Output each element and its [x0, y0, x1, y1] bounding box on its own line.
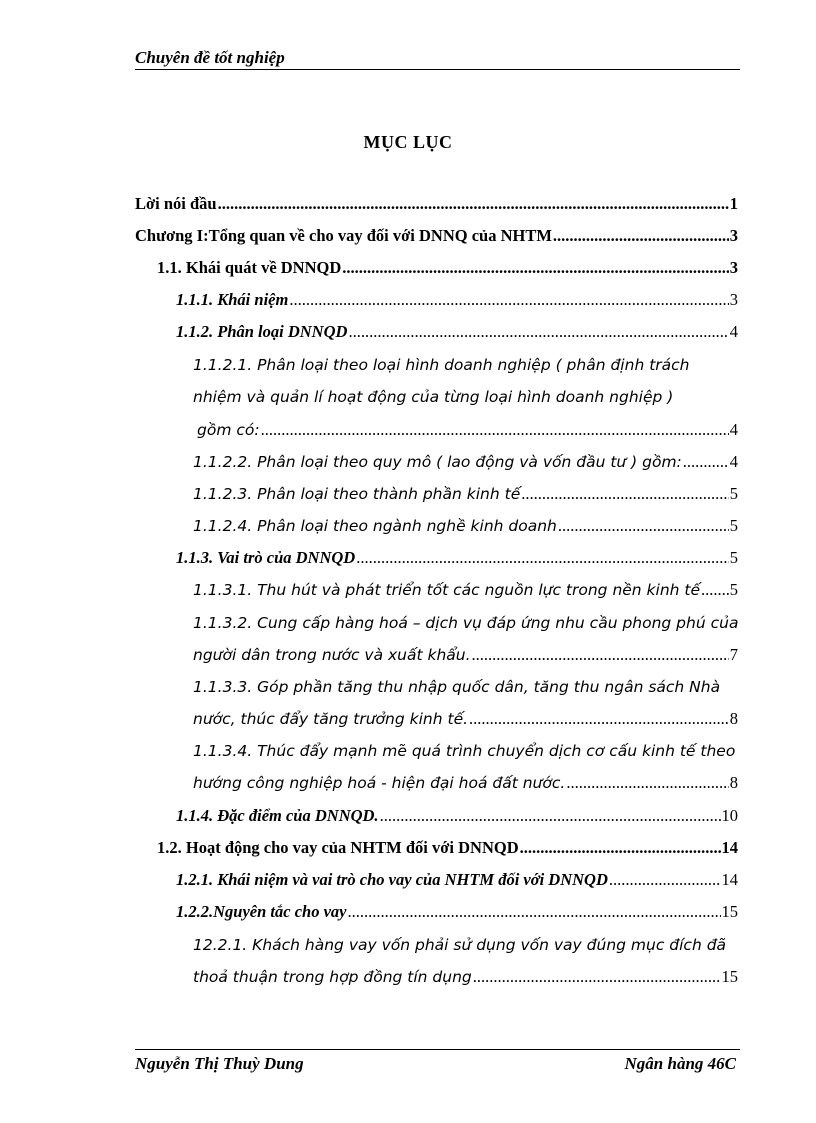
toc-label: 1.1.3.1. Thu hút và phát triển tốt các nguồn lực trong nền kinh tế — [193, 581, 701, 599]
toc-page-number: 4 — [729, 322, 738, 341]
toc-entry-1-1-3-3[interactable] — [193, 709, 738, 731]
toc-leader-dots — [553, 226, 729, 246]
toc-leader-dots — [380, 806, 721, 826]
toc-label: thoả thuận trong hợp đồng tín dụng — [193, 968, 472, 986]
page-header: Chuyên đề tốt nghiệp — [135, 48, 740, 70]
toc-label: người dân trong nước và xuất khẩu. — [193, 646, 471, 664]
toc-leader-dots — [701, 580, 729, 600]
toc-entry-1-1-2[interactable] — [176, 322, 738, 344]
toc-page-number: 5 — [729, 548, 738, 567]
toc-page-number: 3 — [729, 290, 738, 309]
toc-label: nước, thúc đẩy tăng trưởng kinh tế. — [193, 710, 469, 728]
toc-label: Chương I:Tổng quan về cho vay đối với DNNQ của NHTM — [135, 226, 552, 245]
toc-leader-dots — [520, 838, 721, 858]
toc-page-number: 1 — [729, 194, 738, 213]
toc-page-number: 5 — [729, 516, 738, 535]
toc-entry-1-2-2[interactable] — [176, 902, 738, 924]
toc-entry-1-1-3-1[interactable] — [193, 580, 738, 602]
toc-leader-dots — [347, 902, 720, 922]
toc-page-number: 14 — [721, 870, 738, 889]
footer-divider — [135, 1049, 740, 1050]
toc-label: 1.1.2. Phân loại DNNQD — [176, 322, 348, 341]
toc-entry-1-1-3-3-line1[interactable]: 1.1.3.3. Góp phần tăng thu nhập quốc dân, tăng thu ngân sách Nhà — [193, 678, 721, 696]
toc-entry-1-1-2-2[interactable] — [193, 452, 738, 474]
page-title: MỤC LỤC — [363, 132, 453, 152]
toc-entry-1-1-2-1-line1[interactable]: 1.1.2.1. Phân loại theo loại hình doanh nghiệp ( phân định trách — [193, 356, 690, 374]
toc-entry-1-1-1[interactable] — [176, 290, 738, 312]
toc-leader-dots — [289, 290, 728, 310]
toc-label: 1.1.2.4. Phân loại theo ngành nghề kinh doanh — [193, 517, 557, 535]
toc-entry-1-2-2-1[interactable] — [193, 967, 738, 989]
toc-page-number: 15 — [721, 902, 738, 921]
toc-page-number: 7 — [729, 645, 738, 664]
toc-label: 1.1. Khái quát về DNNQD — [157, 258, 342, 277]
toc-leader-dots — [218, 194, 729, 214]
toc-label: 1.2.1. Khái niệm và vai trò cho vay của NHTM đối với DNNQD — [176, 870, 608, 889]
toc-label: 1.1.1. Khái niệm — [176, 290, 289, 309]
toc-label: 1.2. Hoạt động cho vay của NHTM đối với DNNQD — [157, 838, 519, 857]
toc-entry-1-1-3-2-line1[interactable]: 1.1.3.2. Cung cấp hàng hoá – dịch vụ đáp ứng nhu cầu phong phú của — [193, 614, 739, 632]
toc-leader-dots — [683, 452, 729, 472]
toc-label: 1.1.3. Vai trò của DNNQD — [176, 548, 356, 567]
toc-entry-1-1-3[interactable] — [176, 548, 738, 570]
toc-page-number: 5 — [729, 580, 738, 599]
toc-page-number: 5 — [729, 484, 738, 503]
toc-page-number: 14 — [721, 838, 738, 857]
toc-entry-1-1-3-4-line1[interactable]: 1.1.3.4. Thúc đẩy mạnh mẽ quá trình chuyển dịch cơ cấu kinh tế theo — [193, 742, 736, 760]
toc-page-number: 4 — [729, 452, 738, 471]
toc-leader-dots — [472, 645, 729, 665]
toc-page-number: 8 — [729, 709, 738, 728]
toc-page-number: 4 — [729, 420, 738, 439]
toc-entry-1-1[interactable] — [157, 258, 738, 280]
toc-label: 1.1.2.2. Phân loại theo quy mô ( lao động và vốn đầu tư ) gồm: — [193, 453, 682, 471]
toc-entry-1-2-1[interactable] — [176, 870, 738, 892]
toc-entry-1-1-2-3[interactable] — [193, 484, 738, 506]
toc-entry-1-1-3-2[interactable] — [193, 645, 738, 667]
toc-entry-preface[interactable] — [135, 194, 738, 216]
footer-class: Ngân hàng 46C — [624, 1054, 736, 1073]
toc-entry-chapter-1[interactable] — [135, 226, 738, 248]
toc-entry-1-1-2-1[interactable] — [197, 420, 738, 442]
toc-page-number: 10 — [721, 806, 738, 825]
toc-entry-1-1-3-4[interactable] — [193, 773, 738, 795]
toc-leader-dots — [558, 516, 729, 536]
toc-entry-1-1-2-4[interactable] — [193, 516, 738, 538]
toc-page-number: 3 — [729, 226, 738, 245]
toc-entry-1-1-4[interactable] — [176, 806, 738, 828]
toc-leader-dots — [473, 967, 721, 987]
toc-page-number: 8 — [729, 773, 738, 792]
toc-label: gồm có: — [197, 421, 260, 439]
toc-leader-dots — [521, 484, 729, 504]
toc-page-number: 15 — [721, 967, 738, 986]
toc-leader-dots — [342, 258, 728, 278]
toc-label: 1.1.4. Đặc điểm của DNNQD. — [176, 806, 379, 825]
toc-leader-dots — [566, 773, 728, 793]
toc-leader-dots — [261, 420, 729, 440]
toc-label: 1.1.2.3. Phân loại theo thành phần kinh tế — [193, 485, 521, 503]
toc-entry-1-2[interactable] — [157, 838, 738, 860]
toc-entry-1-2-2-1-line1[interactable]: 12.2.1. Khách hàng vay vốn phải sử dụng vốn vay đúng mục đích đã — [193, 936, 727, 954]
footer-author: Nguyễn Thị Thuỳ Dung — [135, 1054, 304, 1073]
toc-leader-dots — [348, 322, 728, 342]
toc-leader-dots — [609, 870, 721, 890]
toc-label: 1.2.2.Nguyên tắc cho vay — [176, 902, 347, 921]
toc-label: Lời nói đầu — [135, 194, 217, 213]
toc-leader-dots — [469, 709, 729, 729]
toc-page-number: 3 — [729, 258, 738, 277]
toc-entry-1-1-2-1-line2[interactable]: nhiệm và quản lí hoạt động của từng loại hình doanh nghiệp ) — [193, 388, 674, 406]
toc-leader-dots — [356, 548, 729, 568]
toc-label: hướng công nghiệp hoá - hiện đại hoá đất nước. — [193, 774, 566, 792]
